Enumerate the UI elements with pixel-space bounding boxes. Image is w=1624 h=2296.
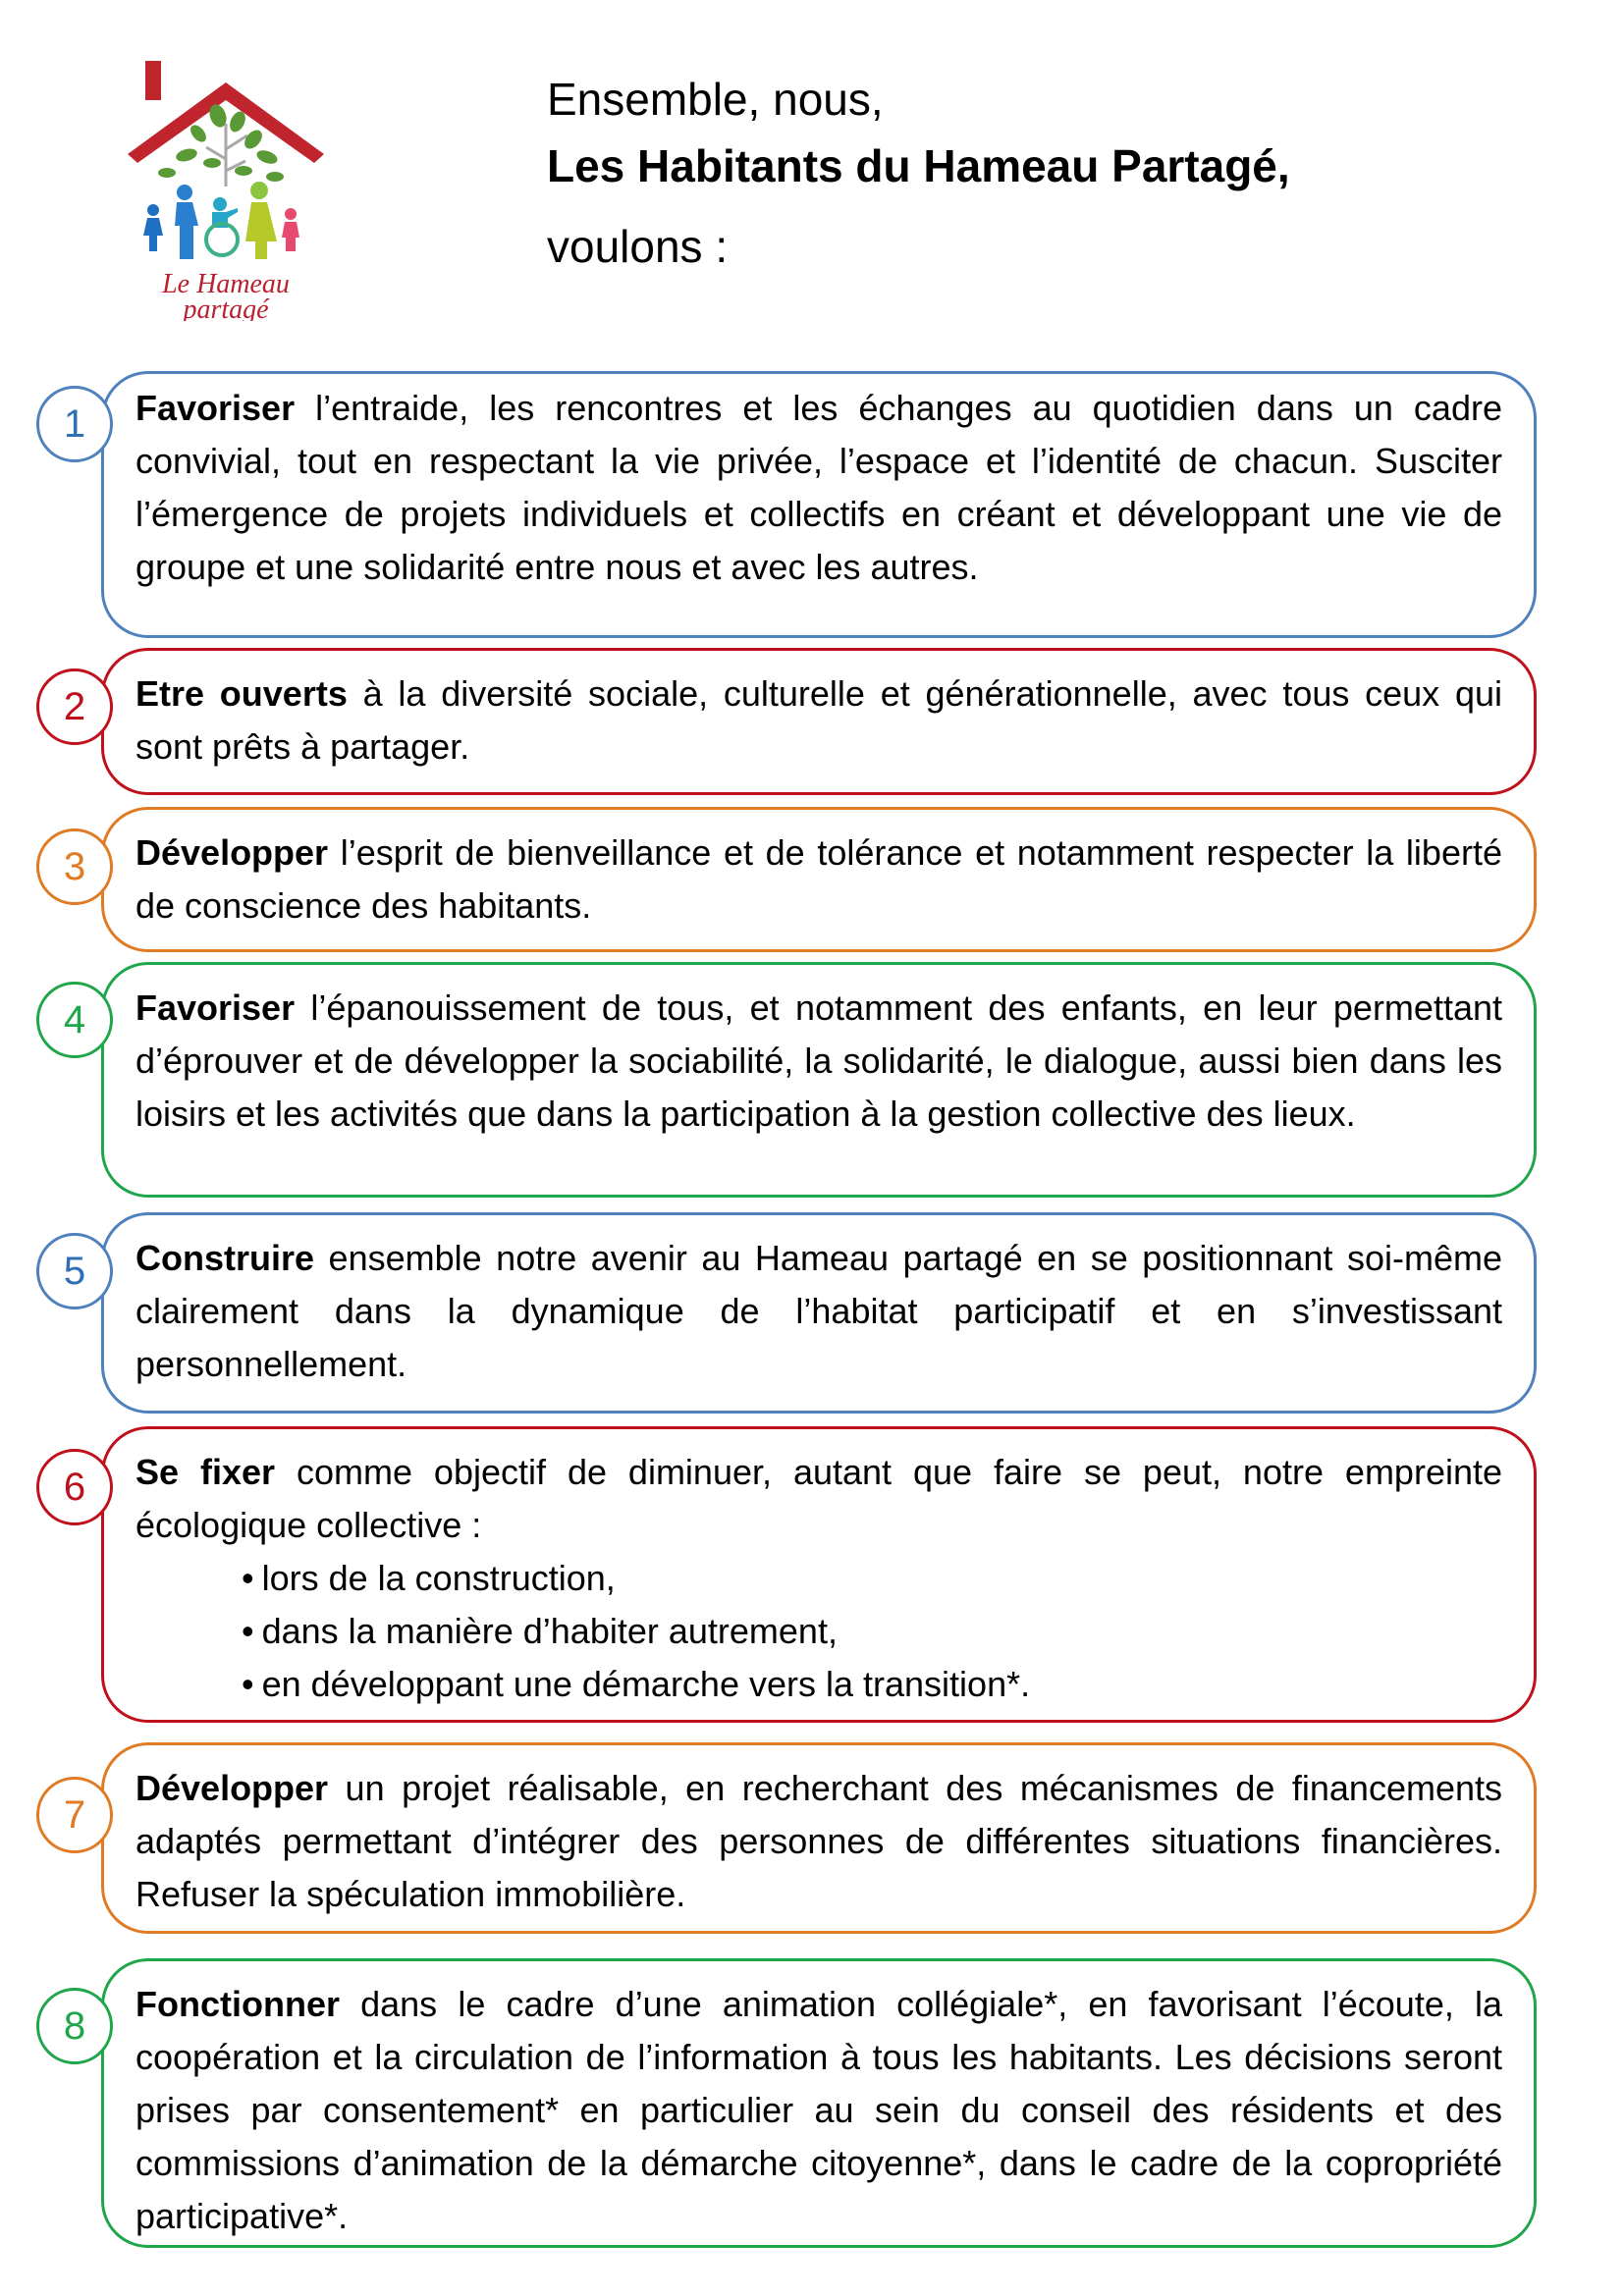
item-body: à la diversité sociale, culturelle et générationnelle, avec tous ceux qui sont prêts à partager. [135, 673, 1502, 767]
charter-item-1 [101, 371, 1537, 638]
number-badge-6 [36, 1449, 113, 1525]
charter-item-2 [101, 648, 1537, 795]
item-keyword: Favoriser [135, 388, 296, 428]
number-badge-7 [36, 1777, 113, 1853]
item-body: dans le cadre d’une animation collégiale*, en favorisant l’écoute, la coopération et la circulation de l’information à tous les habitants. Les décisions seront prises par consentement* en particulier au sein du conseil des résidents et des commissions d’animation de la démarche citoyenne*, dans le cadre de la copropriété participative*. [135, 1984, 1502, 2236]
number-label: 2 [63, 684, 86, 728]
number-badge-3 [36, 828, 113, 905]
header-verb: voulons : [547, 221, 729, 272]
item-text [135, 667, 1502, 774]
logo-caption-line2: partagé [183, 294, 269, 321]
item-text [135, 1978, 1502, 2243]
item-body: l’esprit de bienveillance et de tolérance et notamment respecter la liberté de conscience des habitants. [135, 832, 1502, 926]
logo-caption-line1: Le Hameau [162, 269, 290, 299]
item-body: l’épanouissement de tous, et notamment des enfants, en leur permettant d’éprouver et de développer la sociabilité, la solidarité, le dialogue, aussi bien dans les loisirs et les activités que dans la participation à la gestion collective des lieux. [135, 988, 1502, 1134]
number-label: 4 [63, 997, 86, 1041]
number-badge-2 [36, 668, 113, 745]
number-label: 3 [63, 844, 86, 888]
item-keyword: Etre ouverts [135, 673, 348, 714]
house-family-tree-icon [128, 61, 324, 321]
number-label: 5 [63, 1249, 86, 1293]
charter-item-8 [101, 1958, 1537, 2248]
item-body: ensemble notre avenir au Hameau partagé en se positionnant soi-même clairement dans la dynamique de l’habitat participatif et en s’investissant personnellement. [135, 1238, 1502, 1384]
number-badge-4 [36, 982, 113, 1058]
bullet-item: • lors de la construction, [242, 1552, 1502, 1605]
number-label: 7 [63, 1792, 86, 1837]
charter-item-4 [101, 962, 1537, 1198]
number-label: 8 [63, 2003, 86, 2048]
item-text [135, 827, 1502, 933]
item-text [135, 982, 1502, 1141]
number-badge-8 [36, 1988, 113, 2064]
charter-item-3 [101, 807, 1537, 952]
item-keyword: Favoriser [135, 988, 296, 1028]
item-keyword: Se fixer [135, 1452, 276, 1492]
charter-item-5 [101, 1212, 1537, 1414]
item-keyword: Construire [135, 1238, 315, 1278]
number-label: 1 [63, 401, 86, 446]
bullet-item: • dans la manière d’habiter autrement, [242, 1605, 1502, 1658]
header-intro: Ensemble, nous, [547, 74, 884, 125]
bullet-item: • en développant une démarche vers la transition*. [242, 1658, 1502, 1711]
header-title: Les Habitants du Hameau Partagé, [547, 140, 1290, 191]
item-bullet-list [135, 1552, 1502, 1711]
item-text [135, 1232, 1502, 1391]
logo-le-hameau-partage [128, 61, 324, 321]
item-body: comme objectif de diminuer, autant que faire se peut, notre empreinte écologique collective : [135, 1452, 1503, 1545]
item-body: l’entraide, les rencontres et les échanges au quotidien dans un cadre convivial, tout en respectant la vie privée, l’espace et l’identité de chacun. Susciter l’émergence de projets individuels et collectifs en créant et développant une vie de groupe et une solidarité entre nous et avec les autres. [135, 388, 1502, 587]
item-body: un projet réalisable, en recherchant des mécanismes de financements adaptés permettant d’intégrer des personnes de différentes situations financières. Refuser la spéculation immobilière. [135, 1768, 1502, 1914]
charter-item-6 [101, 1426, 1537, 1723]
number-badge-5 [36, 1233, 113, 1309]
number-label: 6 [63, 1465, 86, 1509]
item-text [135, 382, 1502, 594]
number-badge-1 [36, 386, 113, 462]
item-keyword: Développer [135, 1768, 329, 1808]
item-text [135, 1762, 1502, 1921]
item-keyword: Fonctionner [135, 1984, 340, 2024]
item-text [135, 1446, 1502, 1711]
item-keyword: Développer [135, 832, 329, 873]
charter-item-7 [101, 1742, 1537, 1934]
